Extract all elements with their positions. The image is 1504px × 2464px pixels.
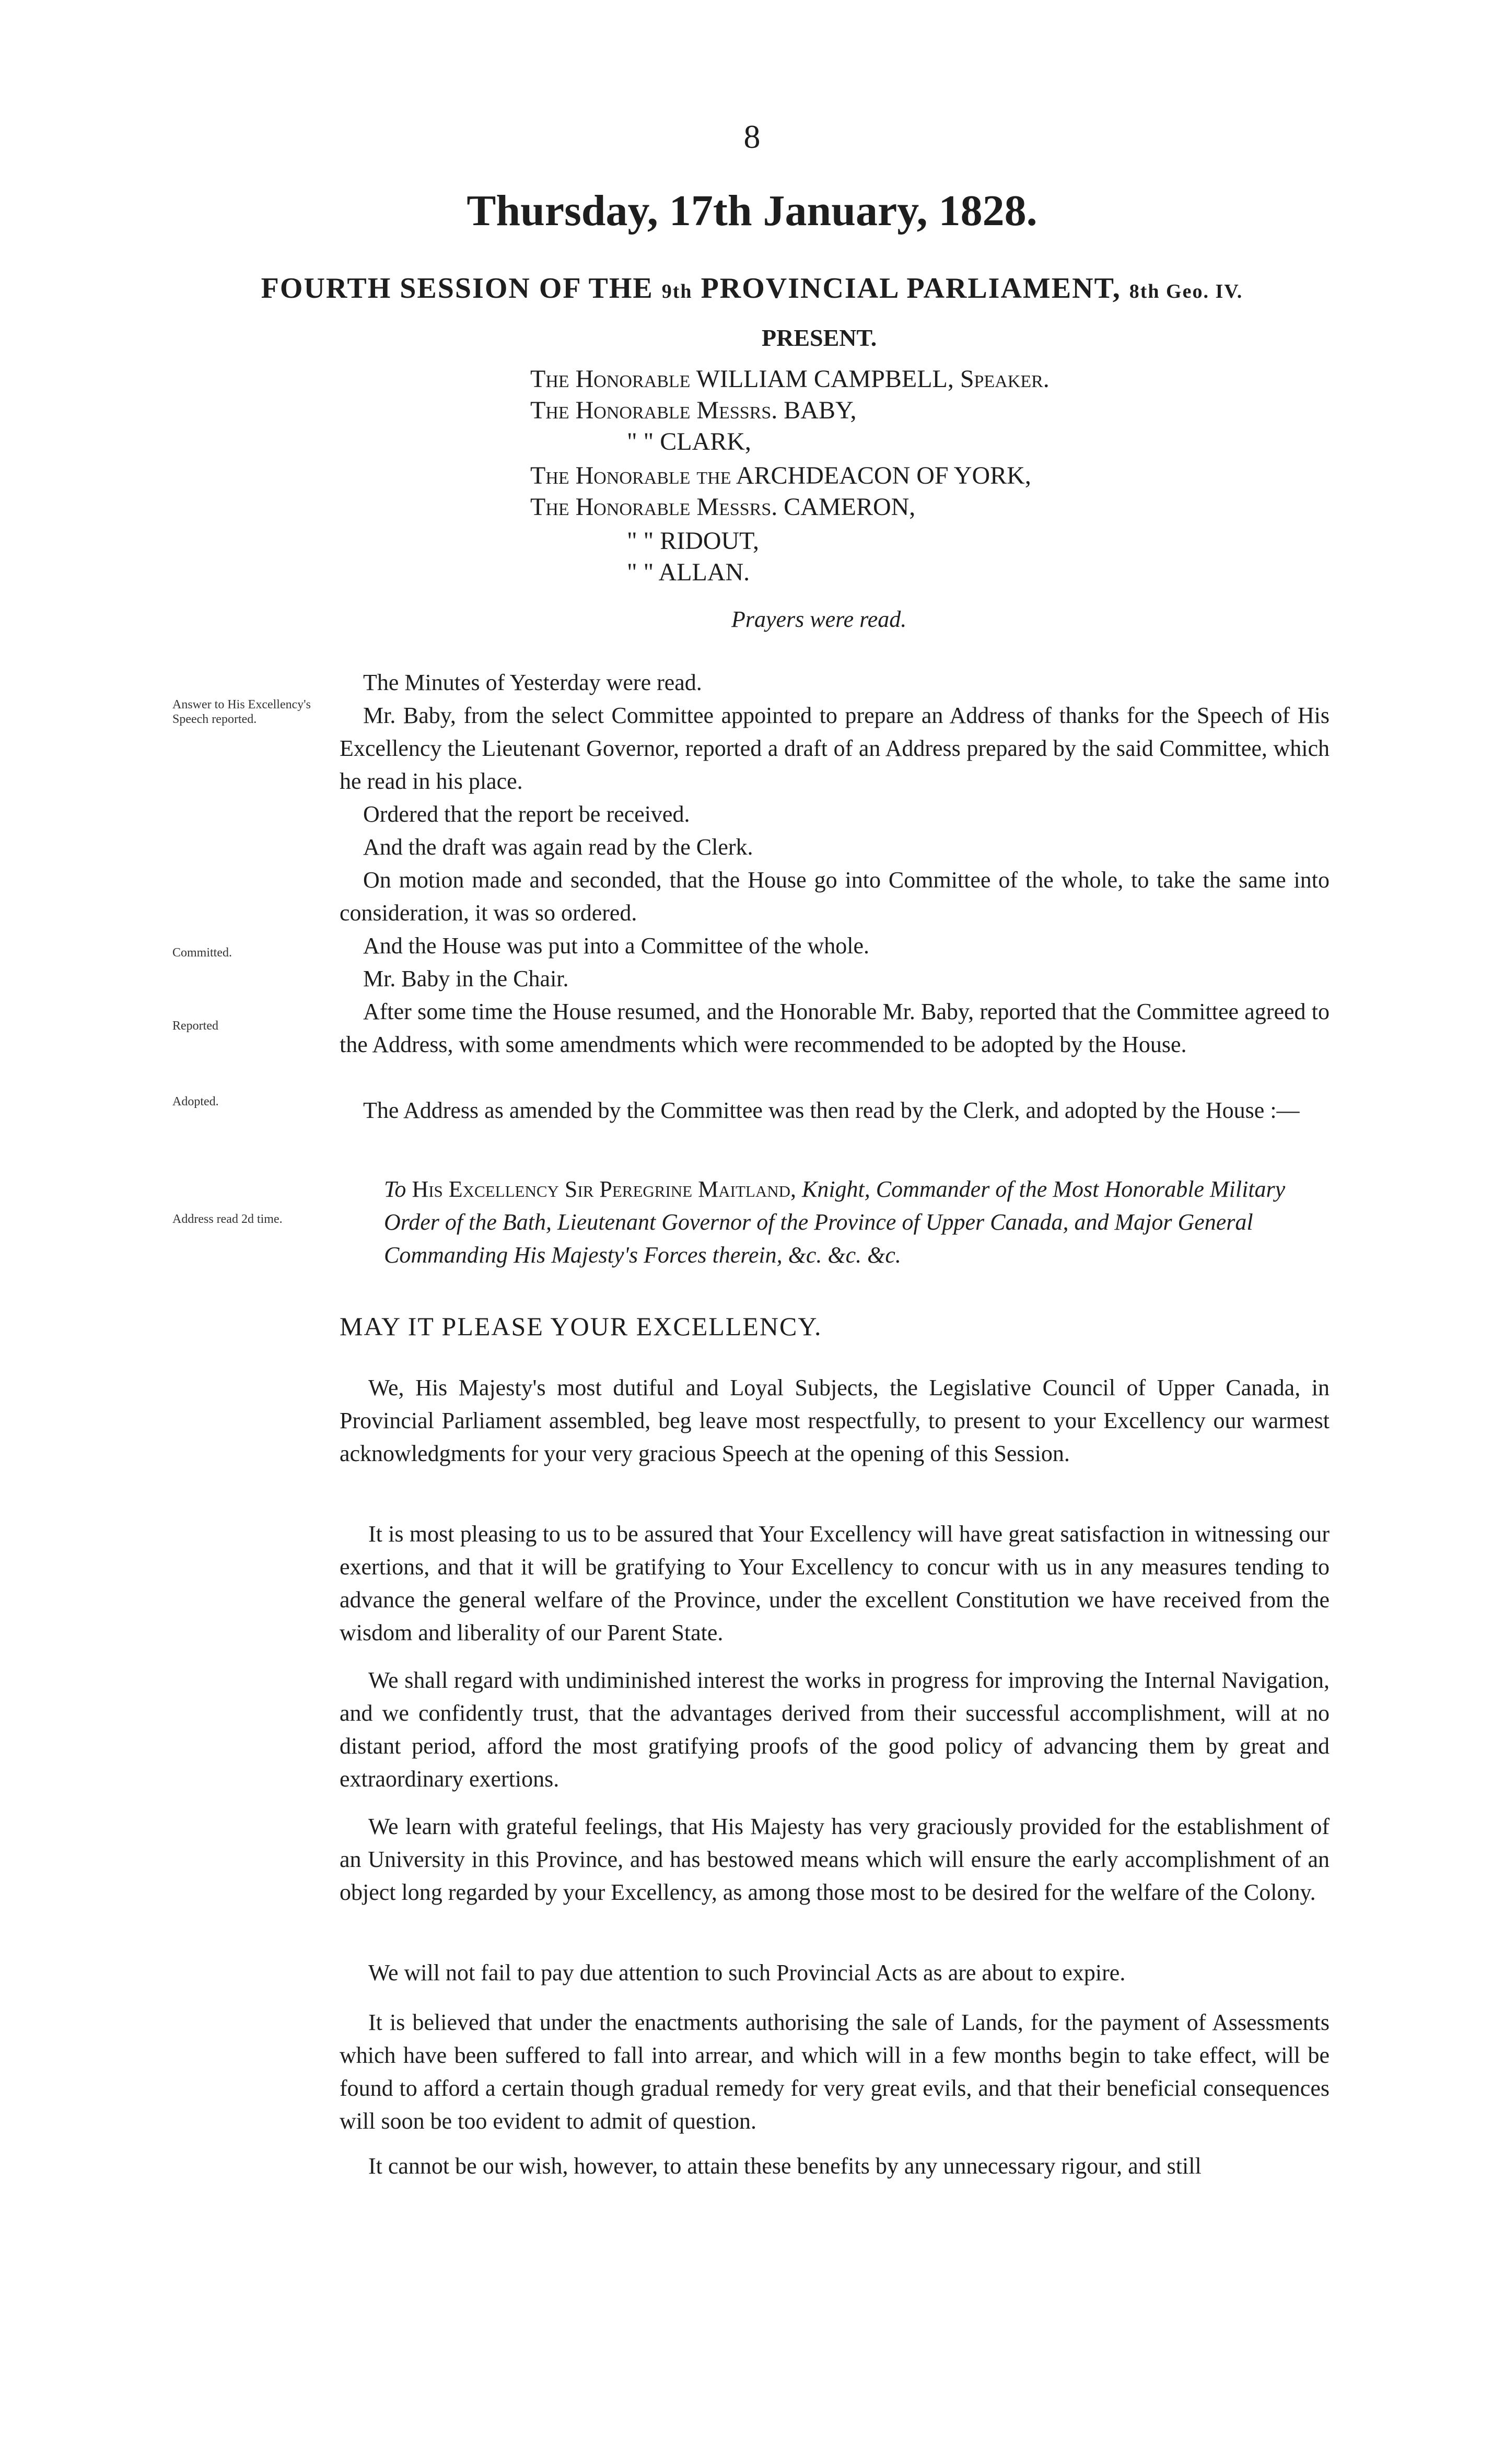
present-name: BABY, — [784, 396, 857, 424]
address-recipient — [384, 1173, 1330, 1271]
address-paragraph: It is most pleasing to us to be assured that Your Excellency will have great satisfaction in witnessing our exertions, and that it will be gratifying to Your Excellency to concur with us in any measures tending to advance the general welfare of the Province, under the excellent Constitution we have received from the wisdom and liberality of our Parent State. — [340, 1521, 1330, 1645]
present-row — [530, 462, 1031, 489]
margin-note-address-read: Address read 2d time. — [172, 1212, 283, 1226]
session-ordinal: 9th — [661, 281, 693, 302]
minutes-paragraph: After some time the House resumed, and the Honorable Mr. Baby, reported that the Committee agreed to the Address, with some amendments which were recommended to be adopted by the House. — [340, 999, 1330, 1057]
present-name: CAMERON, — [784, 493, 916, 521]
margin-note-reported: Reported — [172, 1019, 218, 1033]
margin-note-answer: Answer to His Excellency's Speech reported. — [172, 698, 311, 726]
session-reign: 8th Geo. IV. — [1129, 281, 1243, 302]
address-paragraph: It cannot be our wish, however, to attain these benefits by any unnecessary rigour, and still — [368, 2153, 1202, 2179]
session-rest: PROVINCIAL PARLIAMENT, — [701, 272, 1121, 305]
present-row — [530, 366, 1050, 393]
address-paragraph: We shall regard with undiminished interest the works in progress for improving the Internal Navigation, and we confidently trust, that the advantages derived from their successful accomplishment, will at no distant period, afford the most gratifying proofs of the good policy of advancing them by great and extraordinary exertions. — [340, 1667, 1330, 1792]
minutes-paragraph: The Minutes of Yesterday were read. — [363, 670, 702, 695]
minutes-paragraph: Mr. Baby, from the select Committee appointed to prepare an Address of thanks for the Speech of His Excellency the Lieutenant Governor, reported a draft of an Address prepared by the said Committee, which he read in his place. — [340, 703, 1330, 794]
present-suffix: Speaker. — [960, 365, 1050, 393]
minutes-paragraph: On motion made and seconded, that the House go into Committee of the whole, to take the same into consideration, it was so ordered. — [340, 867, 1330, 926]
minutes-paragraph: And the draft was again read by the Clerk. — [363, 834, 753, 860]
present-row — [627, 559, 750, 586]
date-heading: Thursday, 17th January, 1828. — [467, 186, 1037, 235]
present-prefix: The Honorable the — [530, 462, 731, 489]
address-rest: Knight, Commander of the Most Honorable Military Order of the Bath, Lieutenant Governor of the Province of Upper Canada, and Major General Commanding His Majesty's Forces therein, &c. &c. &c. — [384, 1176, 1286, 1268]
address-paragraph: We learn with grateful feelings, that His Majesty has very graciously provided for the establishment of an University in this Province, and has bestowed means which will ensure the early accomplishment of an object long regarded by your Excellency, as among those most to be desired for the welfare of the Colony. — [340, 1814, 1330, 1905]
present-prefix: The Honorable Messrs. — [530, 493, 778, 521]
present-name: CLARK, — [660, 428, 751, 456]
page-number: 8 — [743, 118, 761, 155]
present-name: WILLIAM CAMPBELL, — [696, 365, 954, 393]
present-prefix: " " — [627, 558, 654, 586]
margin-note-committed: Committed. — [172, 946, 232, 960]
minutes-paragraph: Mr. Baby in the Chair. — [363, 966, 569, 991]
present-row — [530, 494, 915, 521]
address-paragraph: It is believed that under the enactments authorising the sale of Lands, for the payment of Assessments which have been suffered to fall into arrear, and which will in a few months begin to take effect, will be found to afford a certain though gradual remedy for very great evils, and that their beneficial consequences will soon be too evident to admit of question. — [340, 2010, 1330, 2134]
present-row — [627, 528, 759, 555]
session-heading — [0, 272, 1504, 305]
present-heading: PRESENT. — [762, 324, 877, 351]
present-name: ARCHDEACON OF YORK, — [736, 462, 1031, 489]
present-prefix: " " — [627, 428, 654, 456]
minutes-paragraph: The Address as amended by the Committee was then read by the Clerk, and adopted by the House :— — [363, 1097, 1300, 1123]
address-paragraph: We, His Majesty's most dutiful and Loyal Subjects, the Legislative Council of Upper Canada, in Provincial Parliament assembled, beg leave most respectfully, to present to your Excellency our warmest acknowledgments for your very gracious Speech at the opening of this Session. — [340, 1375, 1330, 1466]
present-prefix: The Honorable — [530, 365, 691, 393]
present-row — [627, 428, 751, 456]
address-title: His Excellency Sir Peregrine Maitland, — [412, 1176, 796, 1202]
present-row — [530, 397, 856, 424]
prayers-line: Prayers were read. — [731, 606, 907, 632]
present-name: ALLAN. — [658, 558, 750, 586]
present-prefix: The Honorable Messrs. — [530, 396, 778, 424]
minutes-paragraph: Ordered that the report be received. — [363, 801, 690, 827]
margin-note-adopted: Adopted. — [172, 1095, 219, 1108]
address-lead: To — [384, 1176, 406, 1202]
minutes-paragraph: And the House was put into a Committee of the whole. — [363, 933, 870, 959]
salutation: MAY IT PLEASE YOUR EXCELLENCY. — [340, 1312, 822, 1341]
present-prefix: " " — [627, 527, 654, 555]
session-main: FOURTH SESSION OF THE — [261, 272, 654, 305]
address-paragraph: We will not fail to pay due attention to such Provincial Acts as are about to expire. — [368, 1960, 1126, 1986]
present-name: RIDOUT, — [660, 527, 759, 555]
